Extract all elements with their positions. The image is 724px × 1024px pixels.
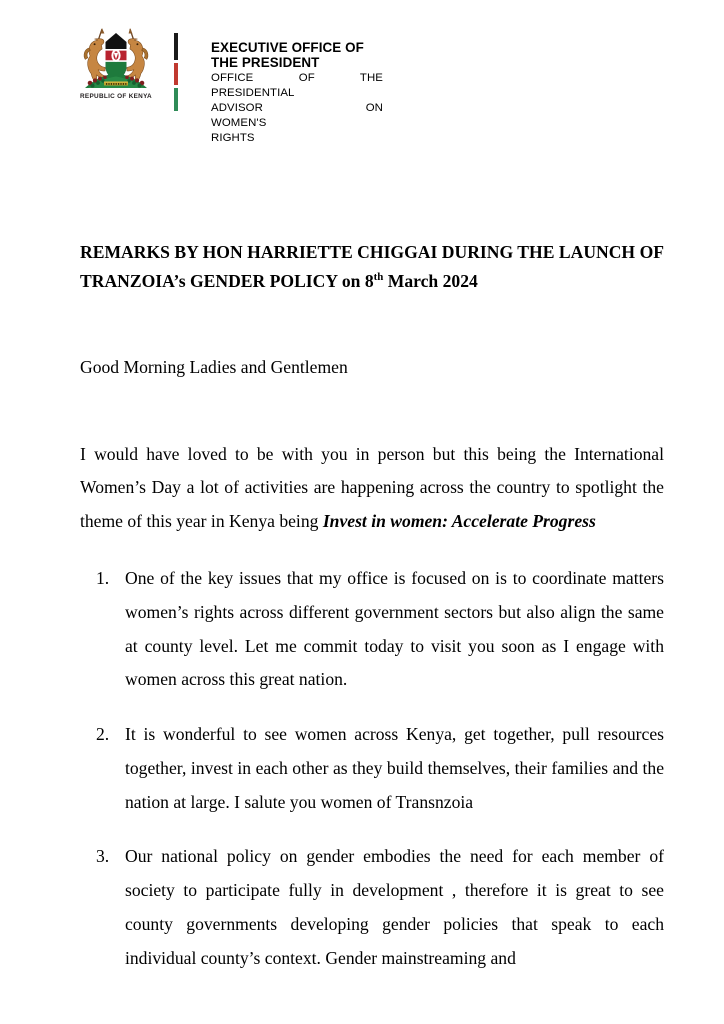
page-title-ordinal: th xyxy=(373,271,384,284)
page-title xyxy=(80,238,664,297)
organisation-subtitle-line-1: OFFICE OF THE xyxy=(211,71,383,84)
emblem-caption: REPUBLIC OF KENYA xyxy=(80,93,152,100)
list-item-number: 3. xyxy=(96,846,110,867)
intro-theme: Invest in women: Accelerate Progress xyxy=(322,511,596,532)
organisation-subtitle-line-5: RIGHTS xyxy=(211,132,255,145)
emblem-block xyxy=(70,26,162,100)
flag-segment-green xyxy=(174,88,178,111)
list-item-number: 2. xyxy=(96,724,110,745)
list-item xyxy=(80,562,664,697)
page-title-date xyxy=(342,271,478,291)
organisation-title-line-2: THE PRESIDENT xyxy=(211,55,320,71)
organisation-subtitle xyxy=(211,71,383,147)
organisation-block xyxy=(211,26,383,146)
kenya-coat-of-arms-icon xyxy=(76,26,156,92)
page-title-month-year: March 2024 xyxy=(387,271,478,292)
kenya-flag-bar-icon xyxy=(174,33,178,111)
remarks-list xyxy=(80,562,664,996)
organisation-title-line-1: EXECUTIVE OFFICE OF xyxy=(211,40,364,55)
flag-segment-black xyxy=(174,33,178,60)
intro-paragraph xyxy=(80,438,664,539)
intro-text: I would have loved to be with you in person but this being the International Women’s Day a lot of activities are happening across the country to spotlight the theme of this year in Kenya being xyxy=(80,443,664,532)
list-item-text: Our national policy on gender embodies the need for each member of society to participate fully in development , therefore it is great to see county governments developing gender policies that speak to each individual county’s context. Gender mainstreaming and xyxy=(125,846,664,968)
flag-segment-red xyxy=(174,63,178,85)
organisation-subtitle-line-3: ADVISOR ON xyxy=(211,101,383,114)
list-item xyxy=(80,718,664,819)
list-item-number: 1. xyxy=(96,568,110,588)
page-title-main: REMARKS BY HON HARRIETTE CHIGGAI DURING THE LAUNCH OF TRANZOIA’s GENDER POLICY xyxy=(80,241,664,292)
salutation: Good Morning Ladies and Gentlemen xyxy=(80,356,348,377)
organisation-title xyxy=(211,40,383,71)
organisation-subtitle-line-4: WOMEN'S xyxy=(211,117,267,130)
page-title-on: on xyxy=(341,271,361,292)
page-title-day: 8 xyxy=(364,271,374,292)
list-item xyxy=(80,840,664,975)
organisation-subtitle-line-2: PRESIDENTIAL xyxy=(211,86,295,99)
list-item-text: One of the key issues that my office is focused on is to coordinate matters women’s rights across different government sectors but also align the same at county level. Let me commit today to visit you soon as I engage with women across this great nation. xyxy=(125,568,664,690)
letterhead xyxy=(70,26,383,146)
list-item-text: It is wonderful to see women across Kenya, get together, pull resources together, invest in each other as they build themselves, their families and the nation at large. I salute you women of Transnzoia xyxy=(125,724,664,812)
